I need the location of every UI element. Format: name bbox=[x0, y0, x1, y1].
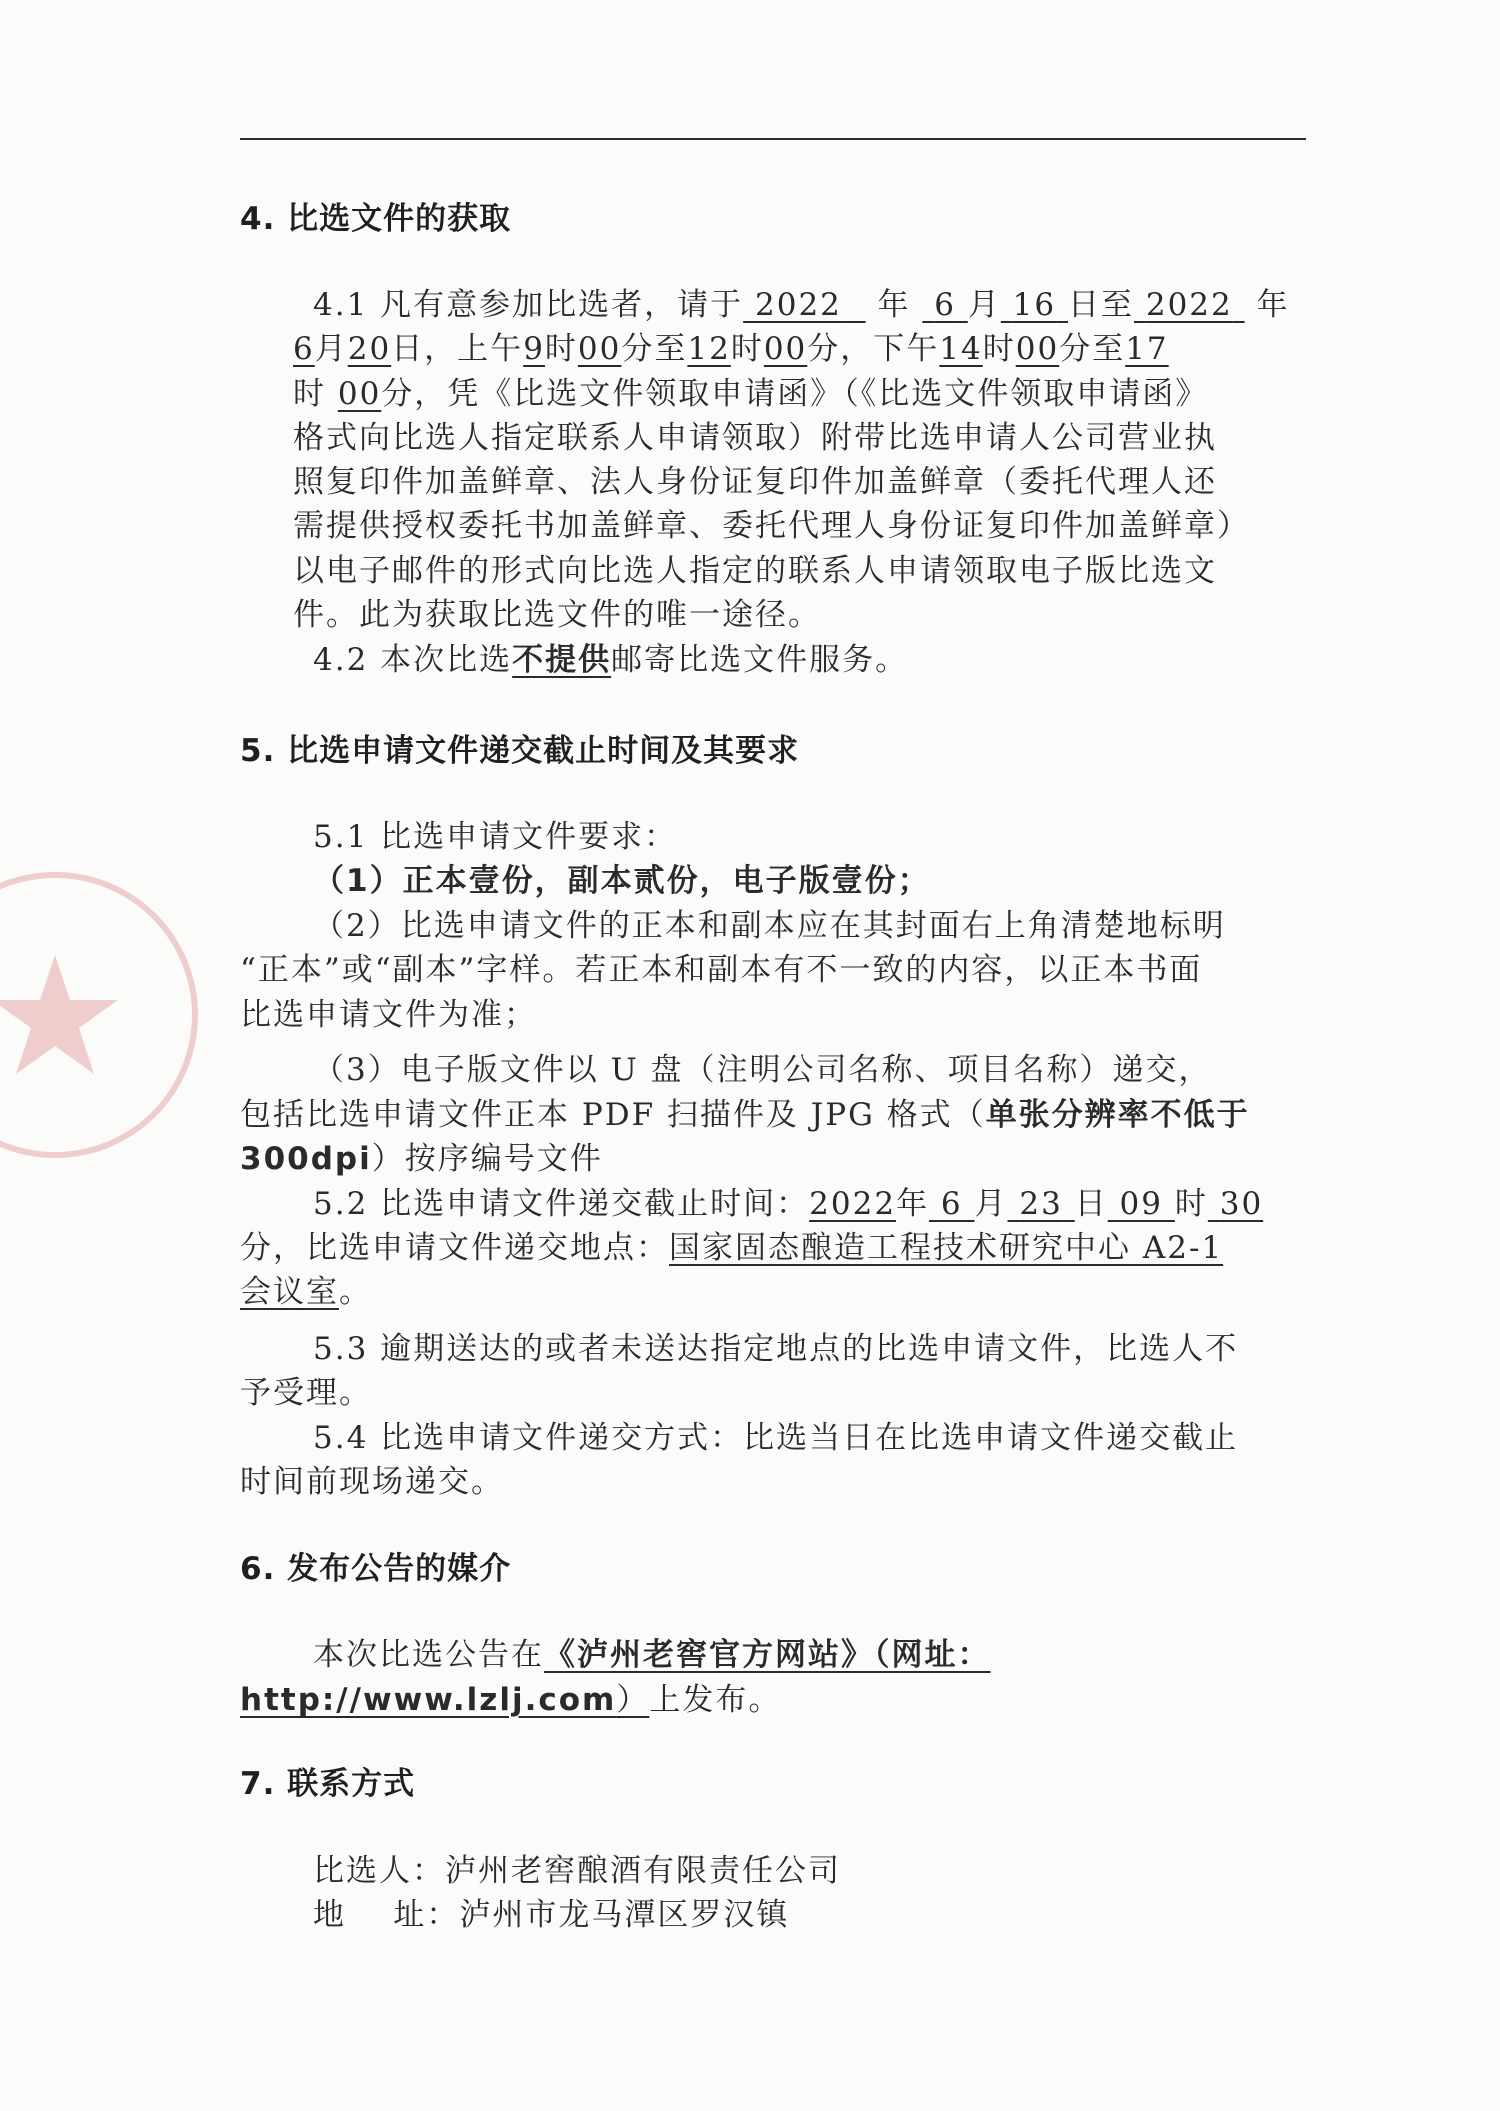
section-5-heading: 5. 比选申请文件递交截止时间及其要求 bbox=[240, 733, 800, 769]
deadline-hour bbox=[1108, 1186, 1175, 1222]
start-month bbox=[922, 287, 967, 323]
text: ）按序编号文件 bbox=[371, 1141, 603, 1177]
pm-end-minute: 00 bbox=[337, 376, 382, 412]
para-6-line-2 bbox=[240, 1681, 781, 1719]
text: 包括比选申请文件正本 PDF 扫描件及 JPG 格式（ bbox=[240, 1097, 986, 1133]
pm-start-minute: 00 bbox=[1015, 331, 1060, 367]
end-year bbox=[1134, 287, 1245, 323]
para-4-1-line-5: 照复印件加盖鲜章、法人身份证复印件加盖鲜章（委托代理人还 bbox=[293, 464, 1217, 500]
item-2-line-3: 比选申请文件为准； bbox=[240, 997, 537, 1033]
text: 时 bbox=[982, 331, 1016, 367]
text: 日 bbox=[1074, 1186, 1108, 1222]
text: 分至 bbox=[1059, 331, 1126, 367]
section-4-heading: 4. 比选文件的获取 bbox=[240, 201, 512, 237]
header-rule bbox=[240, 138, 1306, 140]
pm-end-hour: 17 bbox=[1125, 331, 1169, 367]
end-month: 6 bbox=[293, 331, 315, 367]
text: 本次比选公告在 bbox=[313, 1637, 544, 1673]
item-3-line-1: （3）电子版文件以 U 盘（注明公司名称、项目名称）递交， bbox=[313, 1052, 1212, 1088]
text: 6 bbox=[934, 287, 956, 323]
text: 16 bbox=[1012, 287, 1057, 323]
para-4-1-line-2 bbox=[293, 330, 1169, 368]
start-year bbox=[743, 287, 865, 323]
text: 邮寄比选文件服务。 bbox=[611, 642, 909, 678]
text: 时 bbox=[730, 331, 764, 367]
text: 分，凭《比选文件领取申请函》（《比选文件领取申请函》 bbox=[381, 376, 1209, 412]
item-3-line-2 bbox=[240, 1096, 1250, 1134]
para-5-2-line-1 bbox=[313, 1185, 1263, 1223]
resolution-value: 300dpi bbox=[240, 1141, 372, 1177]
item-1: （1）正本壹份，副本贰份，电子版壹份； bbox=[313, 863, 931, 899]
text: 时 bbox=[293, 376, 326, 412]
text: 2022 bbox=[1145, 287, 1233, 323]
deadline-minute bbox=[1208, 1186, 1263, 1222]
section-6-heading: 6. 发布公告的媒介 bbox=[240, 1551, 512, 1587]
para-5-4-line-2: 时间前现场递交。 bbox=[240, 1464, 504, 1500]
text: 时 bbox=[1174, 1186, 1208, 1222]
submission-location: 国家固态酿造工程技术研究中心 A2-1 bbox=[669, 1230, 1224, 1266]
para-4-1-line-1 bbox=[313, 286, 1289, 324]
text: 年 bbox=[896, 1186, 930, 1222]
para-5-3-line-1: 5.3 逾期送达的或者未送达指定地点的比选申请文件，比选人不 bbox=[313, 1331, 1239, 1367]
am-start-hour: 9 bbox=[523, 331, 545, 367]
section-7-heading: 7. 联系方式 bbox=[240, 1766, 416, 1802]
text: 09 bbox=[1119, 1186, 1163, 1222]
para-5-2-line-2 bbox=[240, 1229, 1223, 1267]
item-3-line-3 bbox=[240, 1140, 603, 1178]
website-name: 《泸州老窖官方网站》（网址： bbox=[544, 1637, 991, 1673]
am-end-minute: 00 bbox=[763, 331, 808, 367]
para-4-1-line-6: 需提供授权委托书加盖鲜章、委托代理人身份证复印件加盖鲜章） bbox=[293, 508, 1250, 544]
website-url-link[interactable]: http://www.lzlj.com bbox=[240, 1682, 617, 1718]
start-day bbox=[1001, 287, 1068, 323]
seal-stamp bbox=[0, 860, 210, 1170]
contact-address: 地 址：泸州市龙马潭区罗汉镇 bbox=[313, 1897, 790, 1933]
deadline-year: 2022 bbox=[809, 1186, 897, 1222]
text: 2022 bbox=[755, 287, 842, 323]
para-4-1-line-4: 格式向比选人指定联系人申请领取）附带比选申请人公司营业执 bbox=[293, 420, 1217, 456]
para-4-1-line-8: 件。此为获取比选文件的唯一途径。 bbox=[293, 597, 821, 633]
para-6-line-1 bbox=[313, 1636, 991, 1674]
item-2-line-1: （2）比选申请文件的正本和副本应在其封面右上角清楚地标明 bbox=[313, 908, 1226, 944]
text: 时 bbox=[544, 331, 578, 367]
item-2-line-2: “正本”或“副本”字样。若正本和副本有不一致的内容，以正本书面 bbox=[240, 952, 1203, 988]
text: 月 bbox=[974, 1186, 1008, 1222]
text: 30 bbox=[1219, 1186, 1264, 1222]
am-end-hour: 12 bbox=[687, 331, 731, 367]
text: 年 bbox=[877, 287, 911, 323]
end-day: 20 bbox=[347, 331, 392, 367]
text: 4.2 本次比选 bbox=[313, 642, 513, 678]
text: 分，比选申请文件递交地点： bbox=[240, 1230, 669, 1266]
para-5-3-line-2: 予受理。 bbox=[240, 1375, 372, 1411]
text: 月 bbox=[314, 331, 348, 367]
para-4-1-line-3 bbox=[293, 375, 1208, 413]
para-4-2 bbox=[313, 641, 908, 679]
text: ） bbox=[616, 1682, 650, 1718]
contact-company: 比选人：泸州老窖酿酒有限责任公司 bbox=[313, 1853, 841, 1889]
text: 4.1 凡有意参加比选者，请于 bbox=[313, 287, 744, 323]
text: 上发布。 bbox=[649, 1682, 782, 1718]
text: 5.2 比选申请文件递交截止时间： bbox=[313, 1186, 810, 1222]
resolution-requirement: 单张分辨率不低于 bbox=[985, 1097, 1250, 1133]
submission-room: 会议室 bbox=[240, 1274, 339, 1310]
para-5-4-line-1: 5.4 比选申请文件递交方式：比选当日在比选申请文件递交截止 bbox=[313, 1420, 1239, 1456]
am-start-minute: 00 bbox=[577, 331, 622, 367]
pm-start-hour: 14 bbox=[939, 331, 983, 367]
text: 日至 bbox=[1067, 287, 1134, 323]
text: 分至 bbox=[621, 331, 688, 367]
deadline-day bbox=[1008, 1186, 1075, 1222]
deadline-month bbox=[929, 1186, 974, 1222]
text: 分，下午 bbox=[807, 331, 940, 367]
text: 6 bbox=[940, 1186, 963, 1222]
text: 月 bbox=[967, 287, 1001, 323]
text: 。 bbox=[339, 1274, 372, 1310]
para-5-1: 5.1 比选申请文件要求： bbox=[313, 819, 678, 855]
text: 23 bbox=[1019, 1186, 1063, 1222]
para-5-2-line-3 bbox=[240, 1273, 372, 1311]
not-provided-emphasis: 不提供 bbox=[512, 642, 612, 678]
text: 日，上午 bbox=[391, 331, 524, 367]
text: 年 bbox=[1256, 287, 1290, 323]
para-4-1-line-7: 以电子邮件的形式向比选人指定的联系人申请领取电子版比选文 bbox=[293, 553, 1217, 589]
